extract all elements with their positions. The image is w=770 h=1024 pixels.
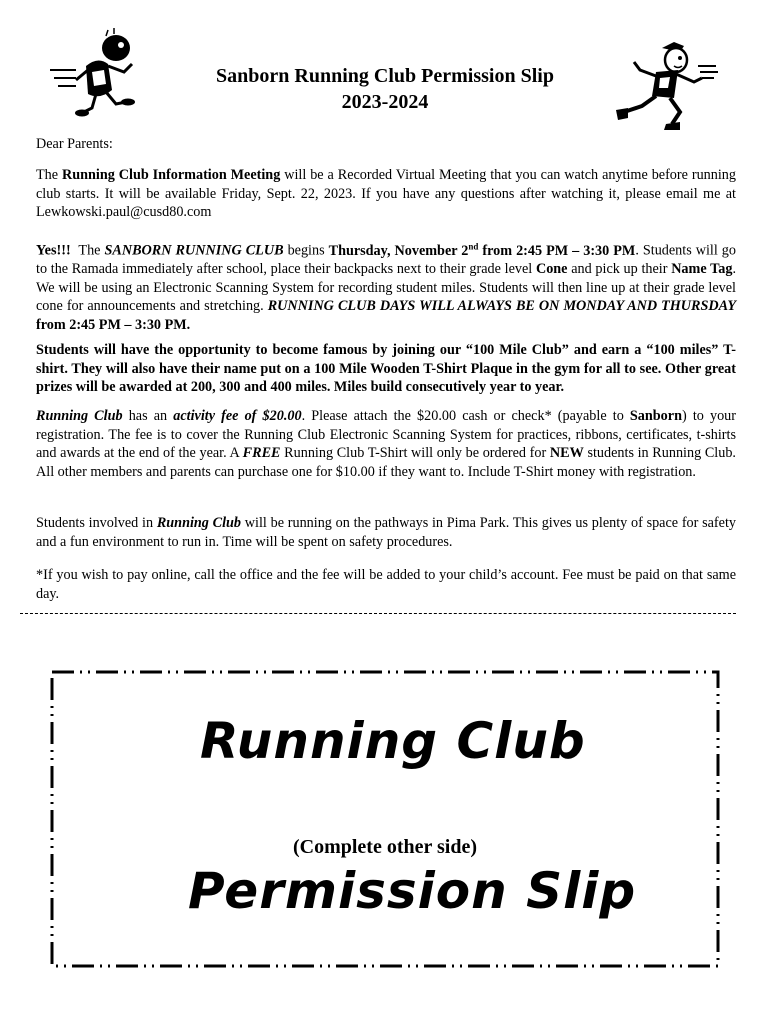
meeting-intro: The [36, 167, 62, 183]
begins-text: begins [283, 242, 329, 259]
fee-text-5: students in Running Club. All other members and parents can purchase one for $10.00 if they want to. Include T-Shirt money with registration. [36, 445, 736, 480]
start-date-suffix: nd [468, 241, 479, 251]
instructions-1: . Students will go to the Ramada immediately after school, place their backpacks next to their grade level [36, 242, 736, 278]
complete-other-side-note: (Complete other side) [292, 836, 478, 858]
instructions-2: and pick up their [567, 261, 672, 278]
online-payment-note [36, 566, 736, 603]
slip-heading-running-club: Running Club [200, 712, 586, 770]
location-text-2: will be running on the pathways in Pima Park. This gives us plenty of space for safety and a fun environment to run in. Time will be spent on safety procedures. [36, 515, 736, 550]
greeting [36, 135, 736, 154]
start-date [329, 243, 636, 259]
running-cartoon-left-icon [46, 28, 142, 118]
page-title: Sanborn Running Club Permission Slip [216, 65, 554, 87]
slip-heading-permission-slip: Permission Slip [188, 862, 637, 920]
greeting-text: Dear Parents: [36, 136, 113, 152]
online-payment-text: *If you wish to pay online, call the office and the fee will be added to your child’s account. Fee must be paid on that same day. [36, 567, 736, 602]
fee-text-4: Running Club T-Shirt will only be ordered for [280, 445, 550, 461]
location-text-1: Students involved in [36, 515, 157, 531]
activity-fee: activity fee of $20.00 [173, 408, 302, 424]
instructions-3: . We will be using an Electronic Scanning System for recording student miles. Students will then line up at their grade level cone for announcements and stretching. [36, 261, 736, 315]
mile-club-paragraph [36, 341, 736, 397]
start-time: from 2:45 PM – 3:30 PM [478, 242, 636, 259]
mile-club-text: Students will have the opportunity to become famous by joining our “100 Mile Club” and earn a “100 miles” T-shirt. They will also have their name put on a 100 Mile Wooden T-Shirt Plaque in the gym for all to see. Other great prizes will be awarded at 200, 300 and 400 miles. Miles build consecutively year to year. [36, 342, 736, 395]
club-start-paragraph [36, 237, 736, 334]
name-tag-text: Name Tag [671, 261, 733, 278]
meeting-details: will be a Recorded Virtual Meeting that you can watch anytime before running club starts. It will be available Friday, Sept. 22, 2023. If you have any questions after watching it, please email me at Lewkowski.paul@cusd80.com [36, 167, 736, 220]
school-year: 2023-2024 [341, 91, 429, 113]
running-cartoon-right-icon [614, 40, 722, 132]
fee-text-1: has an [122, 408, 174, 424]
yes-text: Yes!!! [36, 242, 71, 259]
start-date-text: Thursday, November 2 [328, 242, 469, 259]
fee-club-name: Running Club [36, 408, 123, 424]
fee-text-2: . Please attach the $20.00 cash or check* (payable to [301, 408, 630, 424]
new-text: NEW [549, 445, 584, 461]
fee-text-3: ) to your registration. The fee is to cover the Running Club Electronic Scanning System for practices, ribbons, certificates, t-shirts and awards at the end of the year. A [36, 408, 736, 461]
club-days-time: from 2:45 PM – 3:30 PM. [36, 316, 191, 333]
cone-text: Cone [535, 261, 568, 278]
meeting-paragraph [36, 166, 736, 222]
meeting-title: Running Club Information Meeting [61, 167, 281, 183]
the-text: The [70, 242, 105, 259]
fee-paragraph [36, 407, 736, 481]
location-paragraph [36, 514, 736, 551]
club-name: SANBORN RUNNING CLUB [104, 242, 284, 259]
cut-line-divider [20, 613, 736, 614]
free-text: FREE [242, 445, 281, 461]
club-days: RUNNING CLUB DAYS WILL ALWAYS BE ON MONDAY AND THURSDAY [267, 298, 736, 315]
location-club-name: Running Club [156, 515, 242, 531]
payable-to: Sanborn [629, 408, 682, 424]
